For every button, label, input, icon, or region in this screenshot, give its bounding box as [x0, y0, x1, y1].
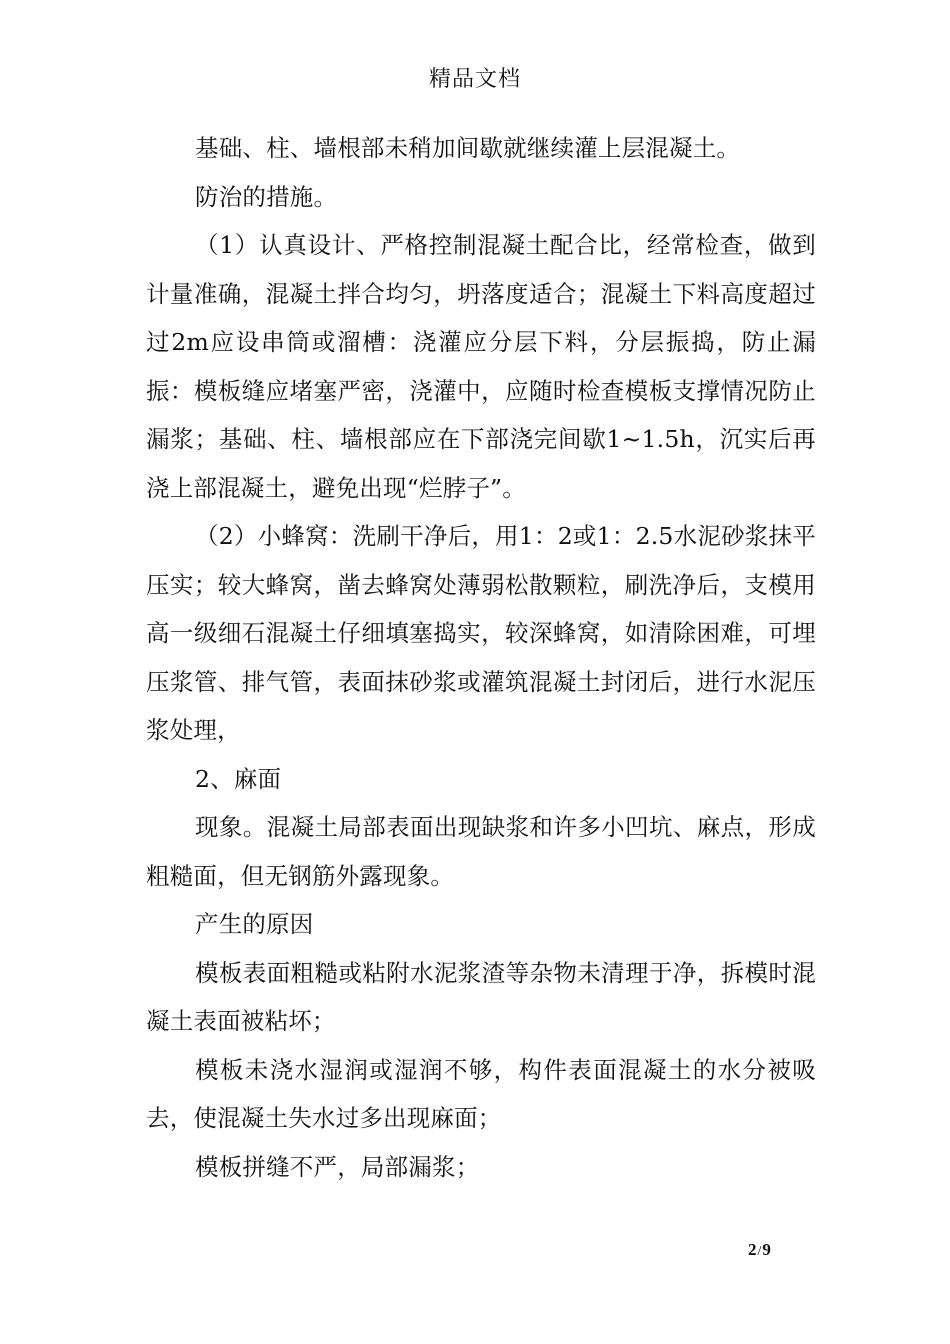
- page-current: 2: [748, 1240, 757, 1259]
- paragraph-8: 模板表面粗糙或粘附水泥浆渣等杂物未清理于净，拆模时混凝土表面被粘坏；: [146, 958, 816, 1035]
- paragraph-5: 2、麻面: [195, 764, 282, 793]
- page-total: 9: [762, 1240, 771, 1259]
- paragraph-10: 模板拼缝不严，局部漏浆；: [195, 1152, 480, 1181]
- paragraph-6: 现象。混凝土局部表面出现缺浆和许多小凹坑、麻点，形成粗糙面，但无钢筋外露现象。: [146, 813, 816, 890]
- page-header-title: 精品文档: [428, 67, 521, 92]
- paragraph-9: 模板未浇水湿润或湿润不够，构件表面混凝土的水分被吸去，使混凝土失水过多出现麻面；: [146, 1055, 816, 1132]
- paragraph-4: （2）小蜂窝：洗刷干净后，用1：2或1：2.5水泥砂浆抹平压实；较大蜂窝，凿去蜂窝处薄弱松散颗粒，刷洗净后，支模用高一级细石混凝土仔细填塞捣实，较深蜂窝，如清除困难，可埋压浆管、排气管，表面抹砂浆或灌筑混凝土封闭后，进行水泥压浆处理，: [146, 522, 816, 744]
- page-number: [748, 1240, 771, 1260]
- document-body: [146, 124, 816, 1191]
- paragraph-3: （1）认真设计、严格控制混凝土配合比，经常检查，做到计量准确，混凝土拌合均匀，坍落度适合；混凝土下料高度超过过2m应设串筒或溜槽：浇灌应分层下料，分层振捣，防止漏振：模板缝应堵塞严密，浇灌中，应随时检查模板支撑情况防止漏浆；基础、柱、墙根部应在下部浇完间歇1~1.5h，沉实后再浇上部混凝土，避免出现“烂脖子”。: [146, 231, 816, 502]
- paragraph-7: 产生的原因: [195, 910, 314, 938]
- paragraph-2: 防治的措施。: [195, 182, 338, 211]
- page-separator: /: [757, 1244, 762, 1259]
- paragraph-1: 基础、柱、墙根部未稍加间歇就继续灌上层混凝土。: [195, 134, 741, 162]
